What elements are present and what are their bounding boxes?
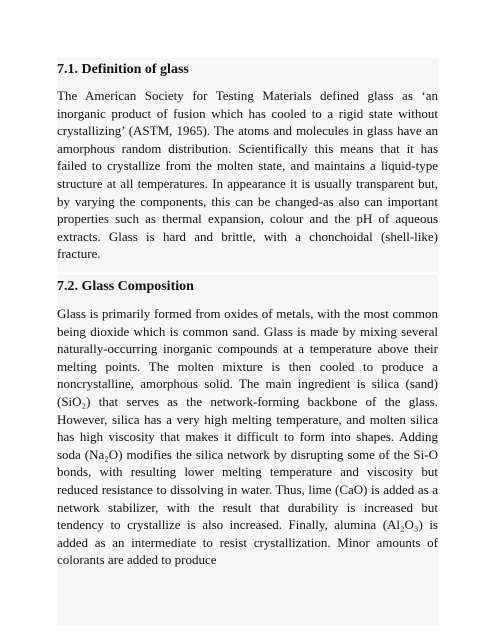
section-heading: 7.2. Glass Composition	[57, 279, 194, 294]
section-definition-of-glass	[57, 58, 438, 272]
section-paragraph: Glass is primarily formed from oxides of metals, with the most common being dioxide which is common sand. Glass is made by mixing several naturally-occurring inorganic compounds at a temperature above their melting points. The molten mixture is then cooled to produce a noncrystalline, amorphous solid. The main ingredient is silica (sand) (SiO₂) that serves as the network-forming backbone of the glass. However, silica has a very high melting temperature, and molten silica has high viscosity that makes it difficult to form into shapes. Adding soda (Na₂O) modifies the silica network by disrupting some of the Si-O bonds, with resulting lower melting temperature and viscosity but reduced resistance to dissolving in water. Thus, lime (CaO) is added as a network stabilizer, with the result that durability is increased but tendency to crystallize is also increased. Finally, alumina (Al₂O₃) is added as an intermediate to resist crystallization. Minor amounts of colorants are added to produce	[57, 306, 438, 568]
section-glass-composition	[57, 275, 438, 625]
section-heading: 7.1. Definition of glass	[57, 62, 189, 77]
section-paragraph: The American Society for Testing Materials defined glass as ‘an inorganic product of fusion which has cooled to a rigid state without crystallizing’ (ASTM, 1965). The atoms and molecules in glass have an amorphous random distribution. Scientifically this means that it has failed to crystallize from the molten state, and maintains a liquid-type structure at all temperatures. In appearance it is usually transparent but, by varying the components, this can be changed-as also can important properties such as thermal expansion, colour and the pH of aqueous extracts. Glass is hard and brittle, with a chonchoidal (shell-like) fracture.	[57, 88, 438, 262]
